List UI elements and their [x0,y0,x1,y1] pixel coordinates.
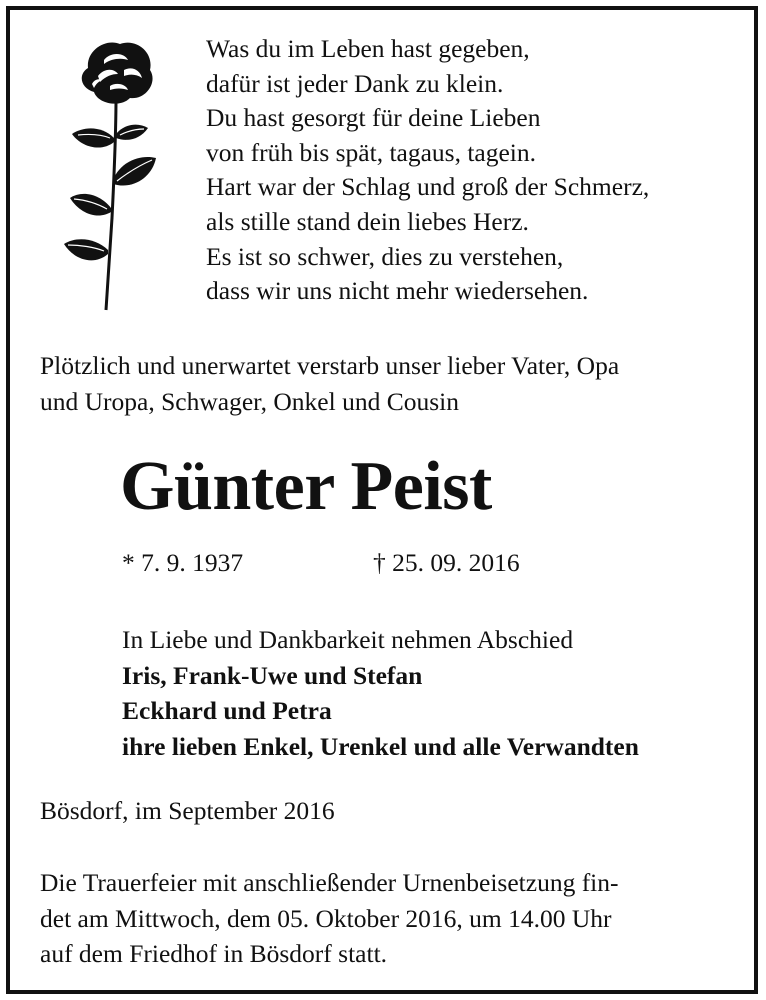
funeral-line: det am Mittwoch, dem 05. Oktober 2016, um 14.00 Uhr [40,903,612,933]
mourner-names: ihre lieben Enkel, Urenkel und alle Verwandten [122,731,639,761]
death-date: † 25. 09. 2016 [373,548,520,577]
mourner-names: Iris, Frank-Uwe und Stefan [122,660,423,690]
funeral-line: Die Trauerfeier mit anschließender Urnenbeisetzung fin- [40,868,619,897]
poem-line: als stille stand dein liebes Herz. [206,206,529,236]
birth-date: * 7. 9. 1937 [122,548,244,577]
poem-line: von früh bis spät, tagaus, tagein. [206,137,537,167]
mourners-block [122,622,639,764]
poem-line: Hart war der Schlag und groß der Schmerz, [206,172,650,202]
poem-line: dafür ist jeder Dank zu klein. [206,68,504,98]
poem-line: Du hast gesorgt für deine Lieben [206,103,541,133]
announcement-line: und Uropa, Schwager, Onkel und Cousin [40,387,459,416]
farewell-line: In Liebe und Dankbarkeit nehmen Abschied [122,625,574,654]
poem-line: Was du im Leben hast gegeben, [206,34,530,63]
poem-line: Es ist so schwer, dies zu verstehen, [206,241,564,271]
obituary-card [6,6,758,994]
rose-icon [58,38,170,316]
funeral-details [40,865,619,972]
mourner-names: Eckhard und Petra [122,696,332,725]
deceased-name: Günter Peist [120,448,492,525]
death-announcement [40,348,619,420]
poem [206,32,649,309]
poem-line: dass wir uns nicht mehr wiedersehen. [206,276,589,306]
announcement-line: Plötzlich und unerwartet verstarb unser lieber Vater, Opa [40,351,620,380]
place-and-date: Bösdorf, im September 2016 [40,796,335,825]
funeral-line: auf dem Friedhof in Bösdorf statt. [40,939,388,968]
